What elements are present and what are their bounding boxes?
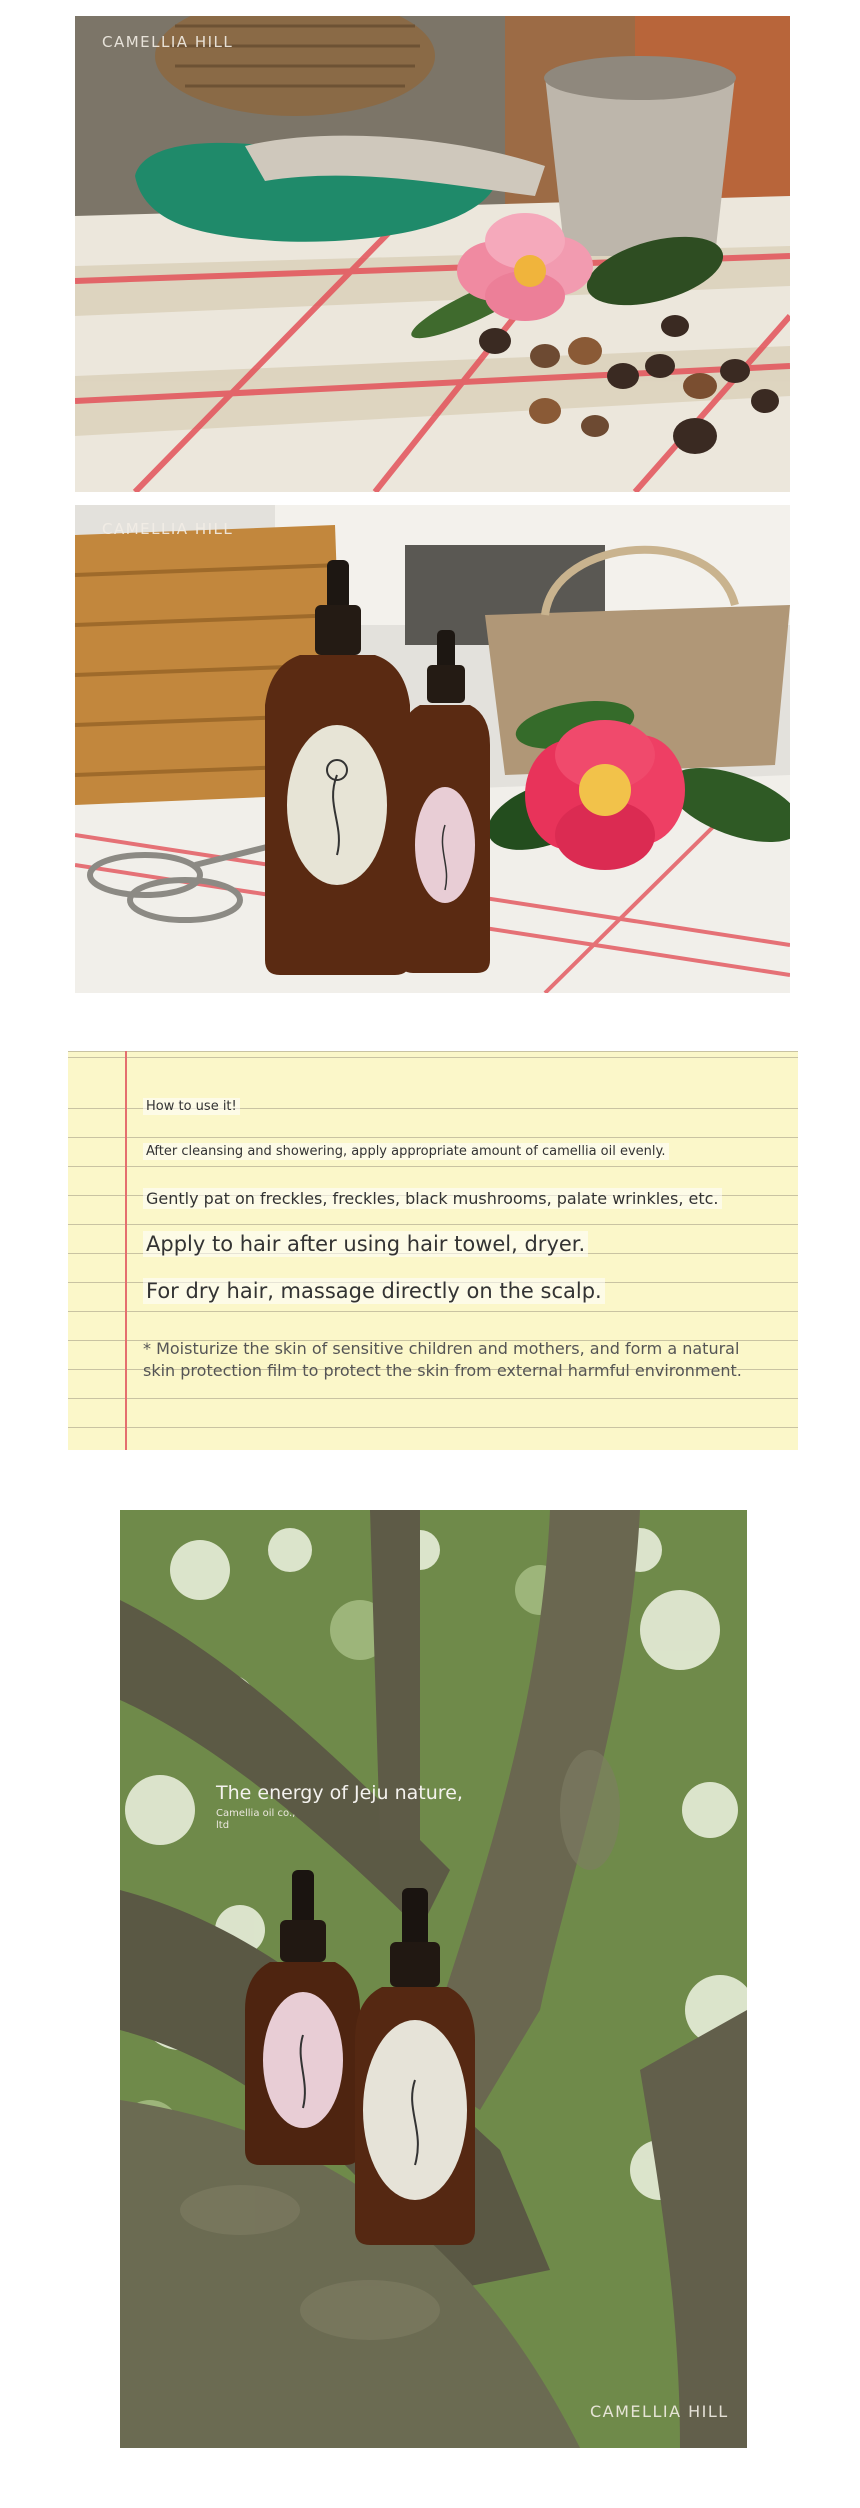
instruction-line: For dry hair, massage directly on the scalp.: [143, 1279, 605, 1303]
photo-bottles-camellia: [75, 505, 790, 993]
photo-gloves-flower-seeds-illustration: [75, 16, 790, 492]
instruction-line: After cleansing and showering, apply appropriate amount of camellia oil evenly.: [143, 1144, 669, 1159]
photo-gloves-flower-seeds: [75, 16, 790, 492]
photo-watermark: CAMELLIA HILL: [102, 520, 234, 538]
instruction-line: Apply to hair after using hair towel, dryer.: [143, 1232, 588, 1256]
instructions-title: How to use it!: [143, 1099, 240, 1114]
photo-bottles-in-tree: [120, 1510, 747, 2448]
overlay-subtitle: Camellia oil co., ltd: [216, 1808, 296, 1831]
notebook-margin-line: [125, 1051, 127, 1450]
overlay-title: The energy of Jeju nature,: [216, 1782, 463, 1804]
photo-bottles-camellia-illustration: [75, 505, 790, 993]
instruction-note: * Moisturize the skin of sensitive children and mothers, and form a natural skin protection film to protect the skin from external harmful environment.: [143, 1339, 742, 1380]
photo-watermark: CAMELLIA HILL: [590, 2402, 729, 2421]
instruction-line: Gently pat on freckles, freckles, black mushrooms, palate wrinkles, etc.: [143, 1189, 722, 1208]
photo-watermark: CAMELLIA HILL: [102, 33, 234, 51]
photo-bottles-in-tree-illustration: [120, 1510, 747, 2448]
usage-instructions-notebook: [68, 1051, 798, 1450]
